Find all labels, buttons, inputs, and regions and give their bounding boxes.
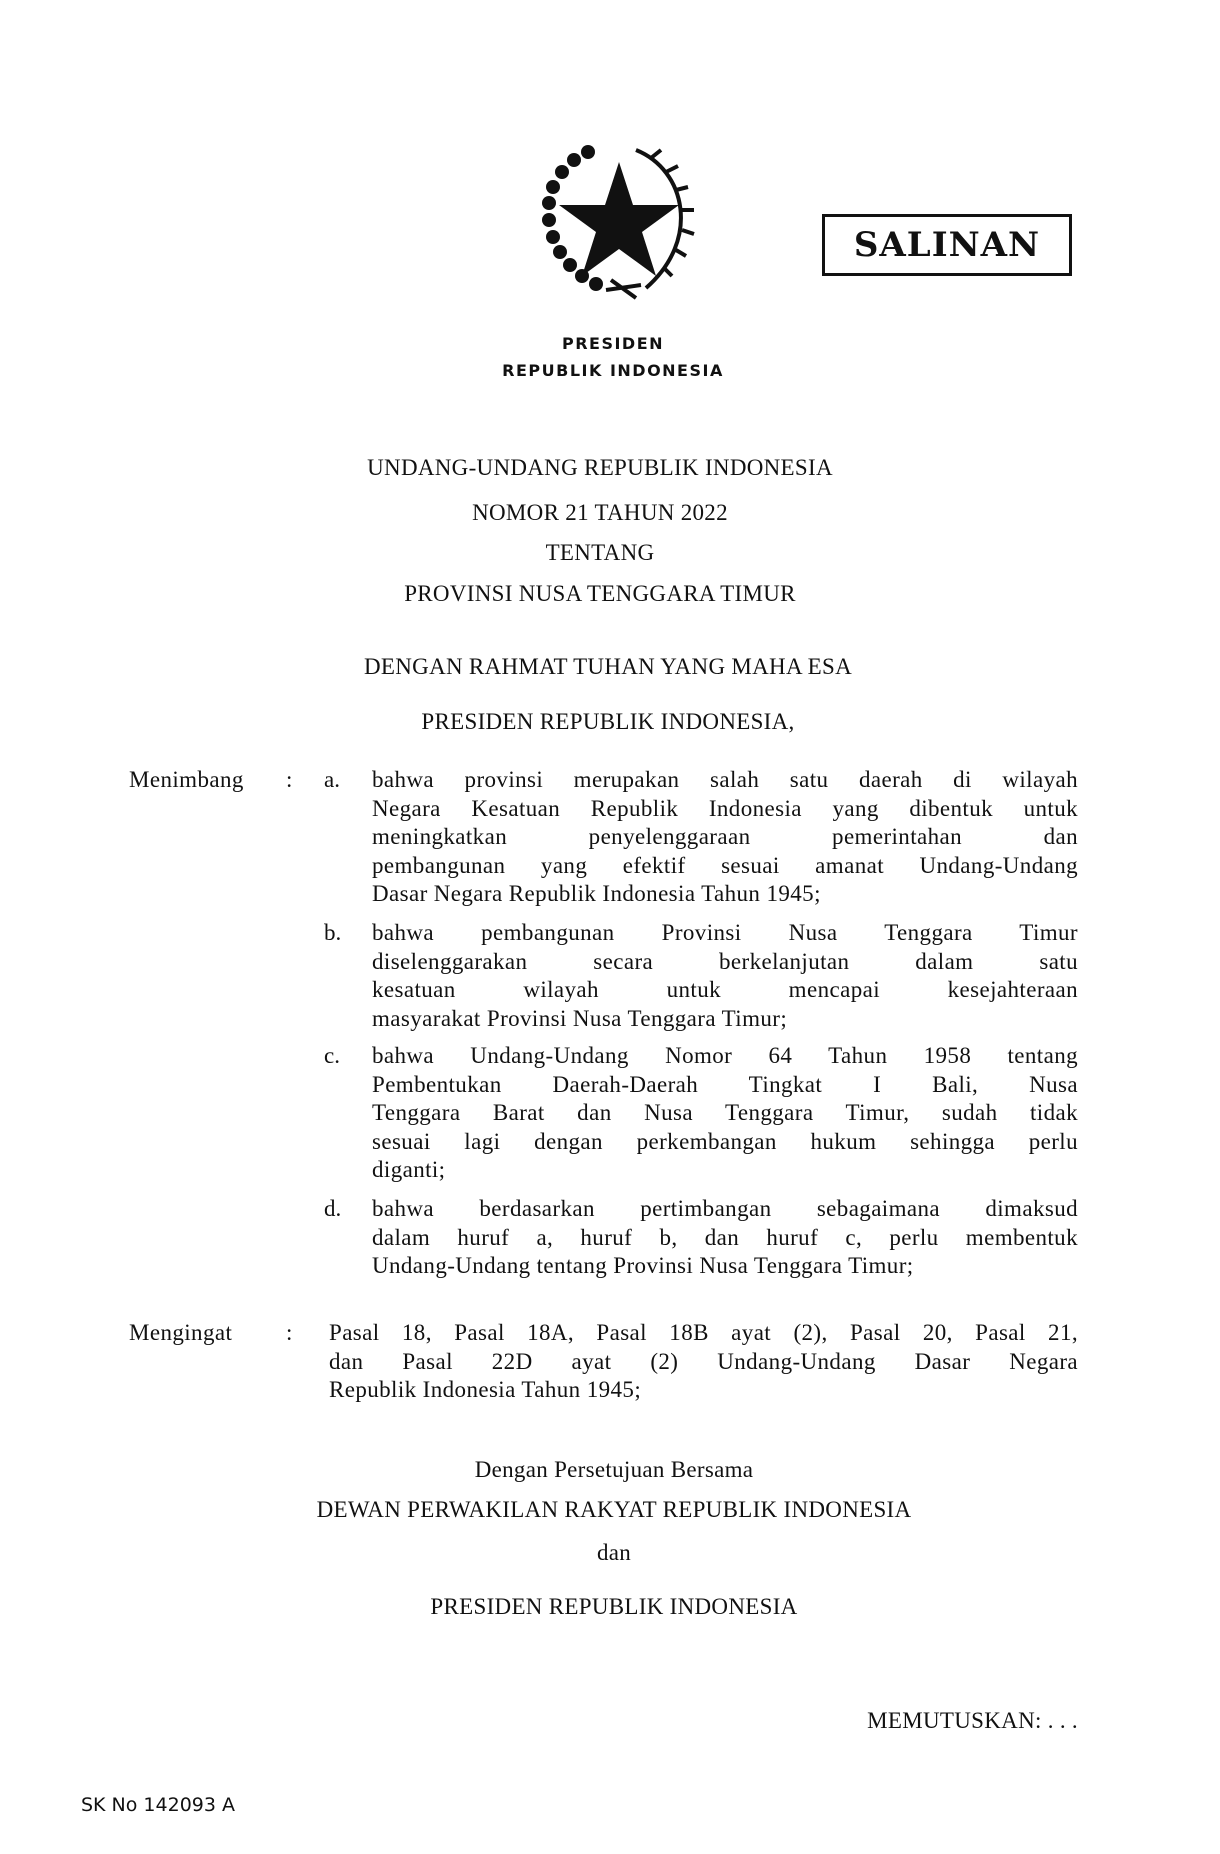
item-text	[372, 766, 1078, 909]
text-line: Tenggara Barat dan Nusa Tenggara Timur, sudah tidak	[372, 1100, 1078, 1125]
text-line: bahwa pembangunan Provinsi Nusa Tenggara Timur	[372, 920, 1078, 945]
law-about: TENTANG	[545, 540, 655, 565]
text-line: diganti;	[372, 1157, 446, 1182]
law-title: UNDANG-UNDANG REPUBLIK INDONESIA	[367, 455, 833, 480]
item-marker: a.	[324, 767, 340, 792]
approval-president: PRESIDEN REPUBLIK INDONESIA	[430, 1594, 798, 1619]
salinan-stamp: SALINAN	[822, 214, 1072, 276]
text-line: bahwa provinsi merupakan salah satu daerah di wilayah	[372, 767, 1078, 792]
emblem-caption-republik: REPUBLIK INDONESIA	[502, 361, 724, 380]
preamble-president: PRESIDEN REPUBLIK INDONESIA,	[421, 709, 795, 734]
text-line: masyarakat Provinsi Nusa Tenggara Timur;	[372, 1005, 788, 1031]
star-icon	[559, 162, 679, 276]
text-line: Pasal 18, Pasal 18A, Pasal 18B ayat (2), Pasal 20, Pasal 21,	[329, 1320, 1078, 1345]
text-line: sesuai lagi dengan perkembangan hukum sehingga perlu	[372, 1128, 1078, 1154]
text-line: diselenggarakan secara berkelanjutan dalam satu	[372, 948, 1078, 974]
text-line: Republik Indonesia Tahun 1945;	[329, 1377, 642, 1402]
presidential-emblem	[536, 140, 701, 305]
text-line: Dasar Negara Republik Indonesia Tahun 1945;	[372, 881, 821, 906]
emblem-caption-presiden: PRESIDEN	[561, 334, 665, 353]
preamble-blessing: DENGAN RAHMAT TUHAN YANG MAHA ESA	[363, 654, 853, 679]
approval-and: dan	[596, 1540, 632, 1565]
item-marker: d.	[324, 1196, 342, 1221]
mengingat-colon: :	[286, 1320, 293, 1345]
item-marker: c.	[324, 1043, 340, 1068]
law-number: NOMOR 21 TAHUN 2022	[472, 500, 728, 525]
text-line: meningkatkan penyelenggaraan pemerintahan dan	[372, 824, 1078, 849]
sk-number: SK No 142093 A	[81, 1794, 236, 1816]
item-text	[372, 1042, 1078, 1185]
text-line: dalam huruf a, huruf b, dan huruf c, perlu membentuk	[372, 1224, 1078, 1250]
text-line: Undang-Undang tentang Provinsi Nusa Tenggara Timur;	[372, 1253, 914, 1278]
text-line: Negara Kesatuan Republik Indonesia yang dibentuk untuk	[372, 795, 1078, 821]
law-subject: PROVINSI NUSA TENGGARA TIMUR	[404, 581, 796, 606]
item-text	[372, 919, 1078, 1033]
text-line: Pembentukan Daerah-Daerah Tingkat I Bali, Nusa	[372, 1071, 1078, 1097]
approval-heading: Dengan Persetujuan Bersama	[474, 1457, 754, 1482]
continuation-marker: MEMUTUSKAN: . . .	[867, 1708, 1078, 1733]
text-line: bahwa berdasarkan pertimbangan sebagaimana dimaksud	[372, 1196, 1078, 1221]
item-marker: b.	[324, 920, 342, 945]
text-line: dan Pasal 22D ayat (2) Undang-Undang Dasar Negara	[329, 1348, 1078, 1374]
approval-dpr: DEWAN PERWAKILAN RAKYAT REPUBLIK INDONESIA	[316, 1497, 912, 1522]
text-line: kesatuan wilayah untuk mencapai kesejahteraan	[372, 977, 1078, 1002]
mengingat-label: Mengingat	[129, 1320, 233, 1345]
mengingat-text	[329, 1319, 1078, 1405]
text-line: bahwa Undang-Undang Nomor 64 Tahun 1958 tentang	[372, 1043, 1078, 1068]
menimbang-label: Menimbang	[129, 767, 244, 792]
text-line: pembangunan yang efektif sesuai amanat Undang-Undang	[372, 852, 1078, 878]
menimbang-colon: :	[286, 767, 293, 792]
item-text	[372, 1195, 1078, 1281]
